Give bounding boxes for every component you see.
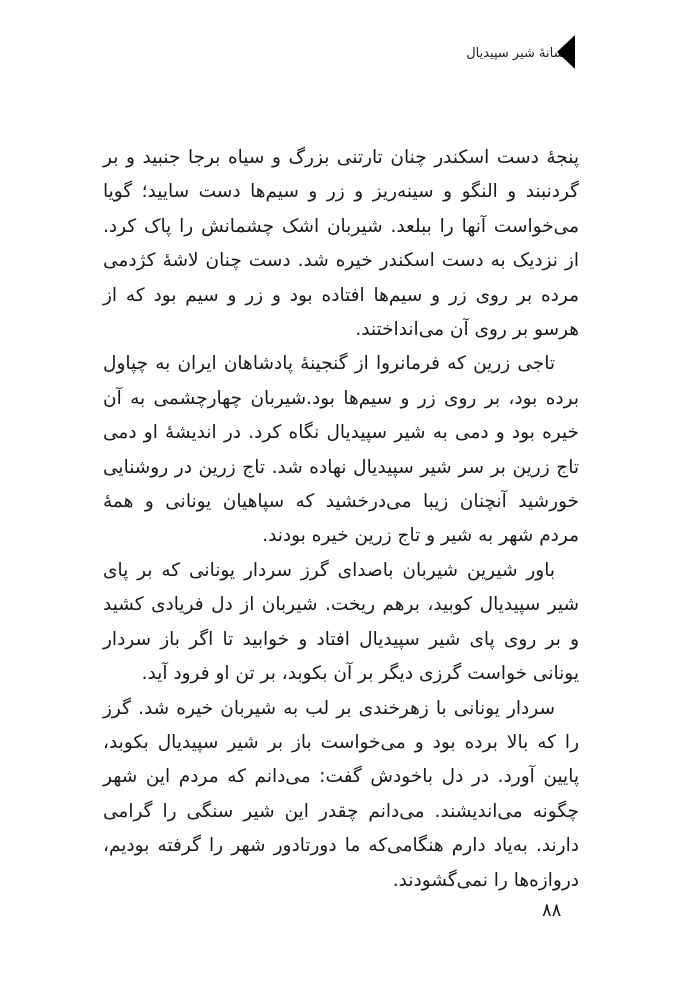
body-text xyxy=(103,141,579,898)
chapter-marker-triangle-icon xyxy=(557,35,575,69)
page-number: ۸۸ xyxy=(542,900,562,921)
paragraph-1: پنجهٔ دست اسکندر چنان تارتنی بزرگ و سیاه برجا جنبید و بر گردنبند و النگو و سینه‌ریز و زر و سیم‌ها دست سایید؛ گویا می‌خواست آنها را ببلعد. شیربان اشک چشمانش را پاک کرد. از نزدیک به دست اسکندر خیره شد. دست چنان لاشهٔ کژدمی مرده بر روی زر و سیم‌ها افتاده بود و زر و سیم بود که از هرسو بر روی آن می‌انداختند. xyxy=(103,147,579,341)
paragraph-4: سردار یونانی با زهرخندی بر لب به شیربان خیره شد. گرز را که بالا برده بود و می‌خواست باز بر شیر سپیدیال بکوبد، پایین آورد. در دل باخودش گفت: می‌دانم که مردم این شهر چگونه می‌اندیشند. می‌دانم چقدر این شیر سنگی را گرامی دارند. به‌یاد دارم هنگامی‌که ما دورتادور شهر را گرفته بودیم، دروازه‌ها را نمی‌گشودند. xyxy=(103,697,579,891)
paragraph-3: باور شیرین شیربان باصدای گرز سردار یونانی که بر پای شیر سپیدیال کوبید، برهم ریخت. شیربان از دل فریادی کشید و بر روی پای شیر سپیدیال افتاد و خوابید تا اگر باز سردار یونانی خواست گرزی دیگر بر آن بکوبد، بر تن او فرود آید. xyxy=(103,559,579,685)
running-title: افسانهٔ شیر سپیدیال xyxy=(466,45,575,61)
paragraph-2: تاجی زرین که فرمانروا از گنجینهٔ پادشاهان ایران به چپاول برده بود، بر روی زر و سیم‌ها بود.شیربان چهارچشمی به آن خیره بود و دمی به شیر سپیدیال نگاه کرد. در اندیشهٔ او دمی تاج زرین بر سر شیر سپیدیال نهاده شد. تاج زرین در روشنایی خورشید آنچنان زیبا می‌درخشید که سپاهیان یونانی و همهٔ مردم شهر به شیر و تاج زرین خیره بودند. xyxy=(103,353,579,547)
